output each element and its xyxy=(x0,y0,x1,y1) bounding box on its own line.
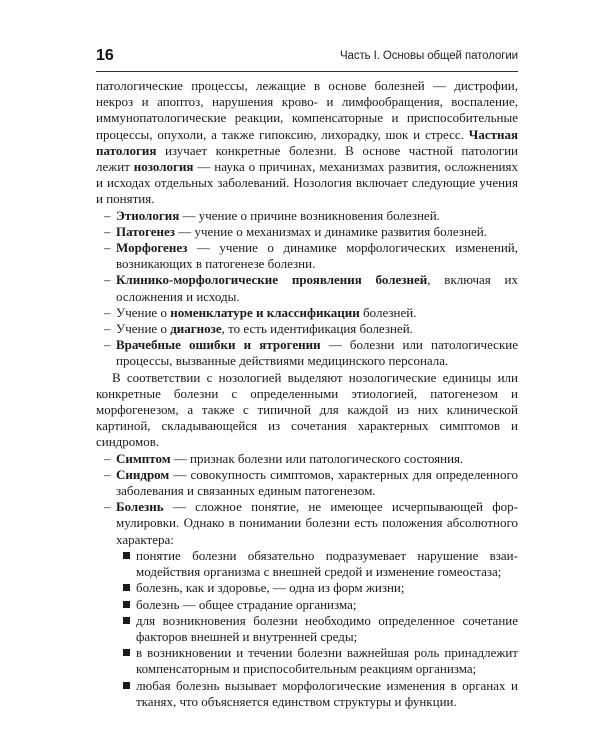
doctrine-term: Врачебные ошибки и ятрогении xyxy=(116,337,321,353)
doctrine-text: — учение о динамике морфологических изменений, возникающих в патогенезе болезни. xyxy=(116,240,518,272)
dash-marker: – xyxy=(104,240,111,256)
disease-point-text: болезнь — общее страдание организма; xyxy=(136,596,357,612)
doctrine-item xyxy=(96,305,518,321)
disease-point xyxy=(96,613,518,645)
doctrine-text: — учение о причине возникновения болезней. xyxy=(179,207,440,223)
concept-text: — сложное понятие, не имеющее исчерпывающей формулировки. Однако в понимании болезни есть положения абсолютного характера: xyxy=(116,499,518,547)
concept-text: — совокупность симптомов, характерных для определенного заболевания и связанных единым патогенезом. xyxy=(116,466,518,499)
doctrine-text: , включая их осложнения и исходы. xyxy=(116,272,519,304)
concept-term: Болезнь xyxy=(116,499,164,515)
nosology-term: нозология xyxy=(133,159,194,175)
dash-marker: – xyxy=(104,450,111,466)
doctrine-term: Патогенез xyxy=(116,223,175,239)
disease-point-text: для возникновения болезни необходимо определенное сочетание факторов внешней и внутренней среды; xyxy=(136,612,518,644)
doctrine-text: болезней. xyxy=(359,304,417,320)
page-number: 16 xyxy=(96,47,114,64)
concept-item xyxy=(96,451,518,467)
page-header xyxy=(96,45,518,72)
disease-point xyxy=(96,548,518,580)
doctrine-text: , то есть идентификация болезней. xyxy=(221,321,413,337)
square-bullet-icon xyxy=(123,617,130,624)
private-pathology-text-1: изучает конкретные болезни. В основе частной патологии лежит xyxy=(96,142,518,175)
dash-marker: – xyxy=(104,223,111,239)
disease-point xyxy=(96,678,518,710)
intro-continuation xyxy=(96,78,518,208)
disease-point-text: любая болезнь вызывает морфологические изменения в органах и тканях, что объясняется единством структуры и функции. xyxy=(136,677,518,709)
square-bullet-icon xyxy=(123,584,130,591)
doctrine-term: Клинико-морфологические проявления болезней xyxy=(116,272,428,288)
concept-term: Симптом xyxy=(116,450,171,466)
concept-term: Синдром xyxy=(116,466,170,482)
doctrine-term: Морфогенез xyxy=(116,240,188,256)
doctrine-prefix: Учение о xyxy=(116,304,171,320)
concept-text: — признак болезни или патологического состояния. xyxy=(170,450,464,466)
dash-marker: – xyxy=(104,272,111,288)
dash-marker: – xyxy=(104,321,111,337)
disease-point-text: болезнь, как и здоровье, — одна из форм жизни; xyxy=(136,580,405,596)
private-pathology-term: Частная патология xyxy=(96,126,519,158)
dash-marker: – xyxy=(104,499,111,515)
doctrine-item xyxy=(96,224,518,240)
doctrine-term: Этиология xyxy=(116,207,180,223)
doctrine-item xyxy=(96,321,518,337)
doctrine-item xyxy=(96,272,518,304)
concept-item xyxy=(96,467,518,499)
doctrine-item xyxy=(96,337,518,369)
doctrine-text: — болезни или патологические процессы, вызванные действиями медицинского персонала. xyxy=(116,337,518,369)
private-pathology-text-2: — наука о причинах, механизмах развития, осложнениях и исходах отдельных заболеваний. Нозология включает следующие учения и понятия. xyxy=(96,159,518,207)
nosology-paragraph: В соответствии с нозологией выделяют нозологические единицы или конкретные болезни с определенными этиологией, патогенезом и морфогенезом, а также с типичной для каждой из них клинической картиной, складывающейся из сочетания характерных симптомов и синдромов. xyxy=(96,369,518,450)
dash-marker: – xyxy=(104,466,111,482)
square-bullet-icon xyxy=(123,552,130,559)
doctrine-text: — учение о механизмах и динамике развития болезней. xyxy=(174,223,487,239)
dash-marker: – xyxy=(104,304,111,320)
doctrine-item xyxy=(96,240,518,272)
disease-point-text: в возникновении и течении болезни важнейшая роль принадлежит компенсаторным и приспособительным реакциям организма; xyxy=(136,645,518,677)
disease-point xyxy=(96,597,518,613)
concept-item xyxy=(96,499,518,548)
square-bullet-icon xyxy=(123,682,130,689)
disease-point xyxy=(96,645,518,677)
disease-point xyxy=(96,580,518,596)
dash-marker: – xyxy=(104,207,111,223)
dash-marker: – xyxy=(104,337,111,353)
running-title: Часть I. Основы общей патологии xyxy=(339,50,518,62)
intro-continuation-text: патологические процессы, лежащие в основе болезней — дистрофии, некроз и апоптоз, нарушения крово- и лимфообращения, воспаление, иммунопатологические реакции, компенсаторные и приспособительные процессы, опухоли, а также гипоксию, лихорадку, шок и стресс. xyxy=(96,78,518,142)
disease-point-text: понятие болезни обязательно подразумевает нарушение взаимодействия организма с внешней средой и изменение гомеостаза; xyxy=(136,547,518,580)
square-bullet-icon xyxy=(123,649,130,656)
page-body xyxy=(96,78,518,710)
square-bullet-icon xyxy=(123,601,130,608)
doctrine-term: диагнозе xyxy=(170,321,222,337)
doctrine-prefix: Учение о xyxy=(116,321,171,337)
doctrine-item xyxy=(96,208,518,224)
doctrine-term: номенклатуре и классификации xyxy=(170,304,360,320)
